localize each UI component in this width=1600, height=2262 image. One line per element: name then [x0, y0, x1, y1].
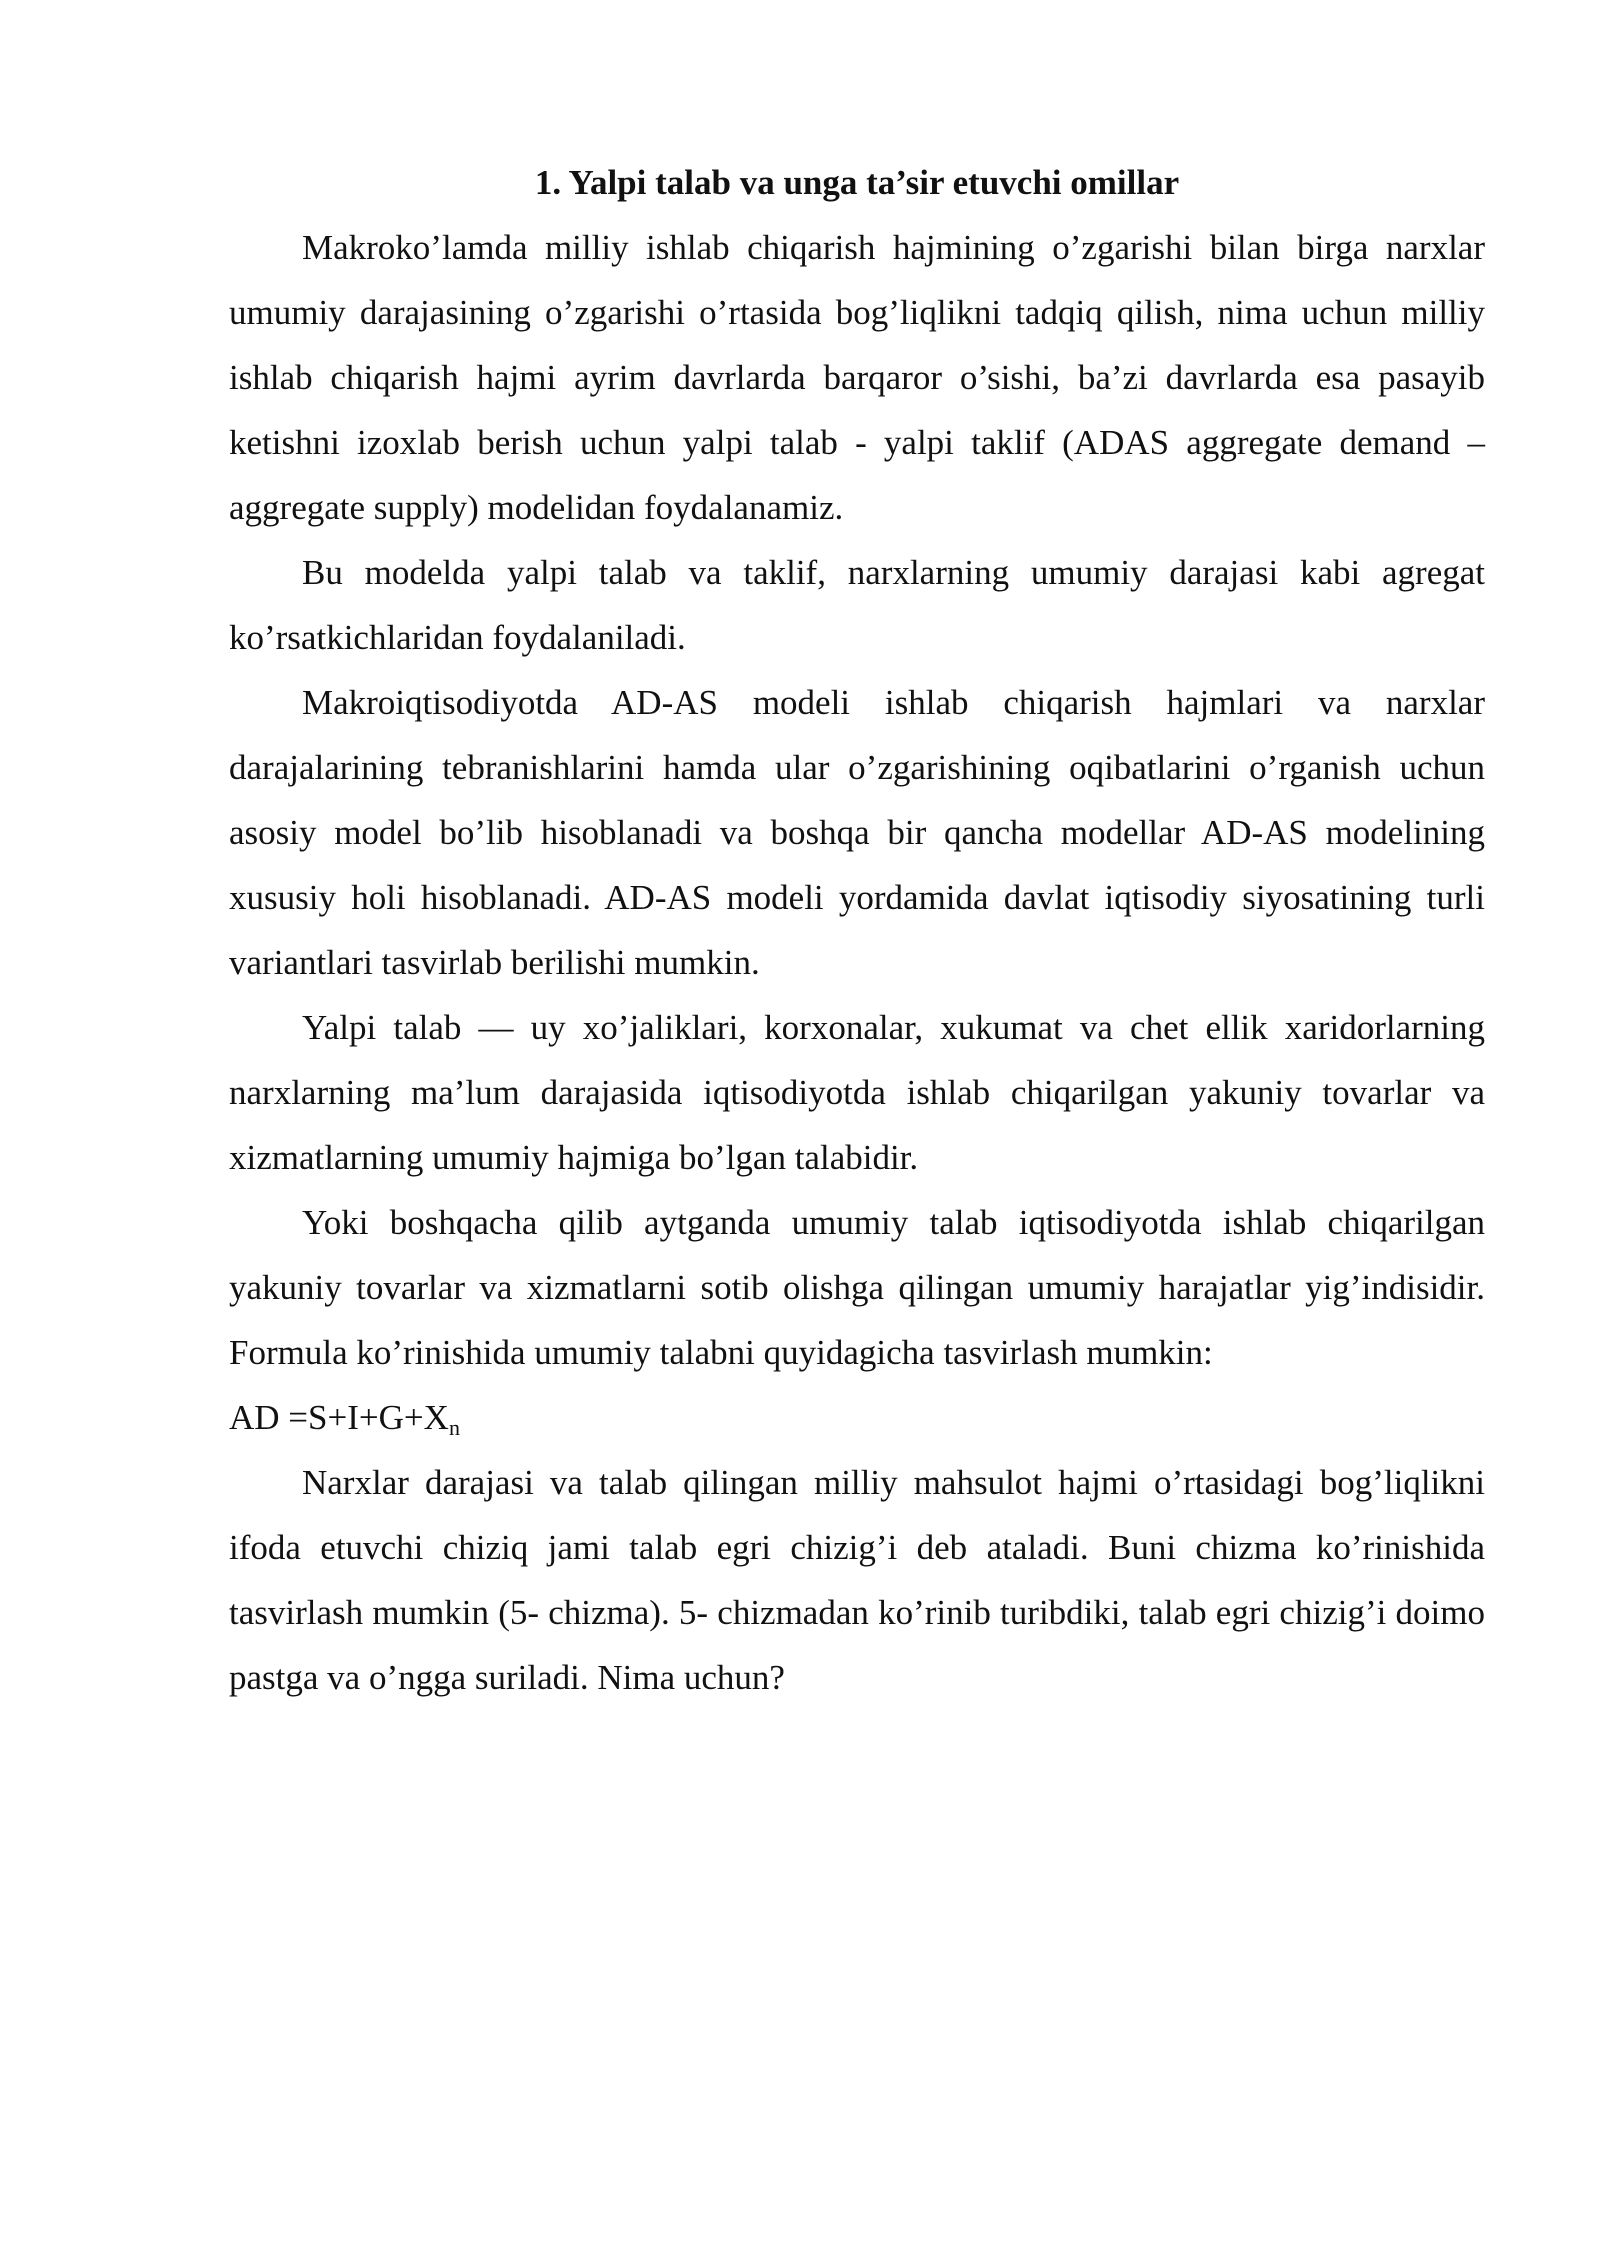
- paragraph-adas-model: Makroiqtisodiyotda AD-AS modeli ishlab chiqarish hajmlari va narxlar darajalarining tebranishlarini hamda ular o’zgarishining oqibatlarini o’rganish uchun asosiy model bo’lib hisoblanadi va boshqa bir qancha modellar AD-AS modelining xususiy holi hisoblanadi. AD-AS modeli yordamida davlat iqtisodiy siyosatining turli variantlari tasvirlab berilishi mumkin.: [229, 683, 1485, 982]
- aggregate-demand-formula: [229, 1385, 1485, 1450]
- paragraph-demand-curve: Narxlar darajasi va talab qilingan milliy mahsulot hajmi o’rtasidagi bog’liqlikni ifoda etuvchi chiziq jami talab egri chizig’i deb ataladi. Buni chizma ko’rinishida tasvirlash mumkin (5- chizma). 5- chizmadan ko’rinib turibdiki, talab egri chizig’i doimo pastga va o’ngga suriladi. Nima uchun?: [229, 1463, 1485, 1697]
- paragraph-aggregate-demand-definition: Yalpi talab — uy xo’jaliklari, korxonalar, xukumat va chet ellik xaridorlarning narxlarning ma’lum darajasida iqtisodiyotda ishlab chiqarilgan yakuniy tovarlar va xizmatlarning umumiy hajmiga bo’lgan talabidir.: [229, 1008, 1485, 1177]
- paragraph-adas-intro: Makroko’lamda milliy ishlab chiqarish hajmining o’zgarishi bilan birga narxlar umumiy darajasining o’zgarishi o’rtasida bog’liqlikni tadqiq qilish, nima uchun milliy ishlab chiqarish hajmi ayrim davrlarda barqaror o’sishi, ba’zi davrlarda esa pasayib ketishni izoxlab berish uchun yalpi talab - yalpi taklif (ADAS aggregate demand – aggregate supply) modelidan foydalanamiz.: [229, 228, 1485, 527]
- paragraph-total-expenditure: Yoki boshqacha qilib aytganda umumiy talab iqtisodiyotda ishlab chiqarilgan yakuniy tovarlar va xizmatlarni sotib olishga qilingan umumiy harajatlar yig’indisidir. Formula ko’rinishida umumiy talabni quyidagicha tasvirlash mumkin:: [229, 1203, 1485, 1372]
- document-page: [229, 150, 1485, 1710]
- formula-subscript: n: [448, 1415, 460, 1440]
- section-title: 1. Yalpi talab va unga ta’sir etuvchi omillar: [534, 163, 1180, 202]
- paragraph-model-indicators: Bu modelda yalpi talab va taklif, narxlarning umumiy darajasi kabi agregat ko’rsatkichlaridan foydalaniladi.: [229, 553, 1485, 657]
- formula-main: AD =S+I+G+X: [229, 1398, 449, 1437]
